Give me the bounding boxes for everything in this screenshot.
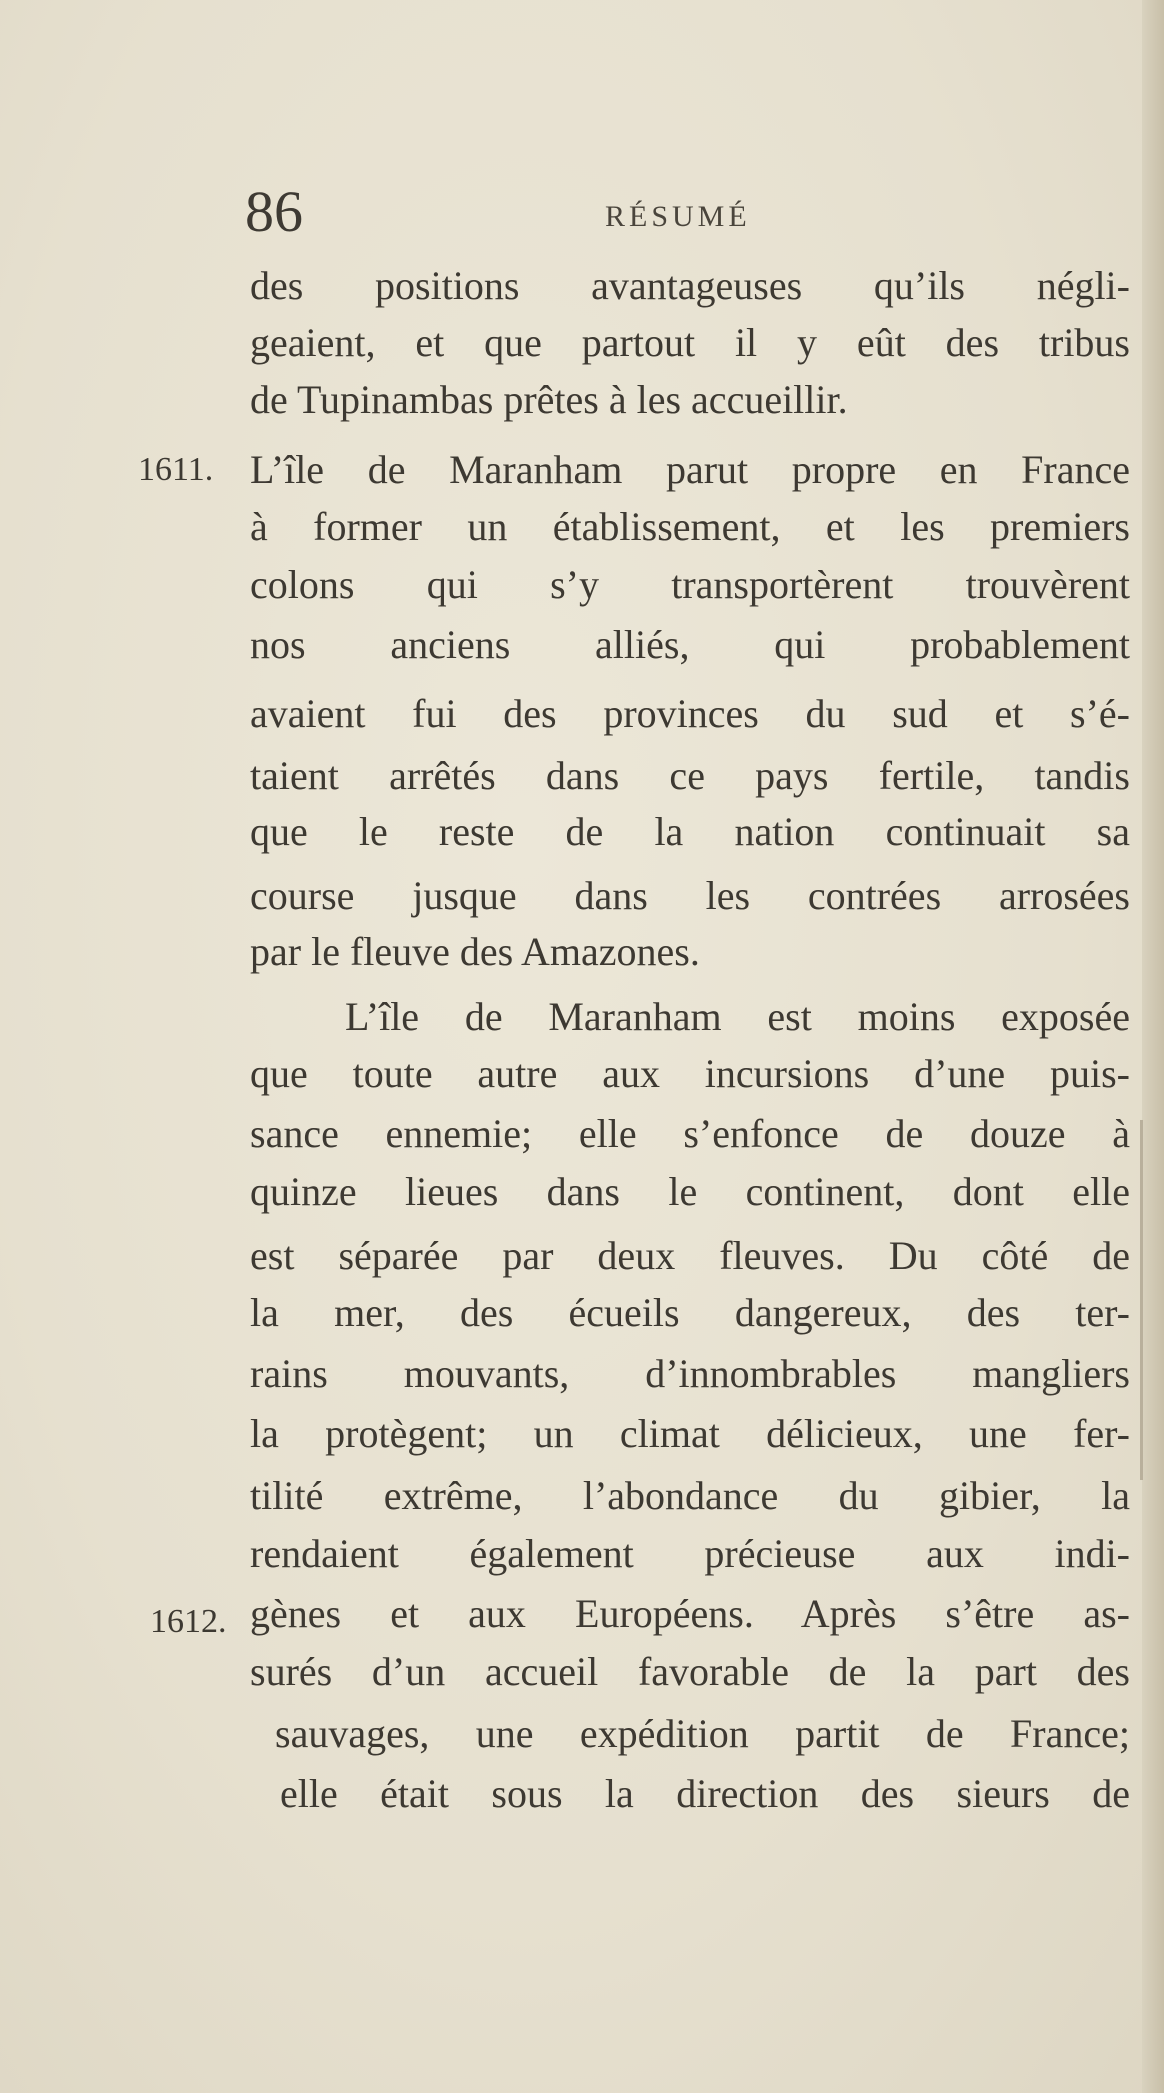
page-number: 86 xyxy=(245,179,303,244)
text-line: sance ennemie; elle s’enfonce de douze à xyxy=(250,1111,1130,1156)
text-line: rains mouvants, d’innombrables mangliers xyxy=(250,1351,1130,1396)
text-line: quinze lieues dans le continent, dont elle xyxy=(250,1169,1130,1214)
text-line: L’île de Maranham est moins exposée xyxy=(345,994,1130,1039)
text-line: de Tupinambas prêtes à les accueillir. xyxy=(250,377,848,422)
text-line: avaient fui des provinces du sud et s’é- xyxy=(250,691,1130,736)
margin-year-1611: 1611. xyxy=(138,451,214,488)
text-line: taient arrêtés dans ce pays fertile, tandis xyxy=(250,753,1130,798)
text-line: la protègent; un climat délicieux, une fer- xyxy=(250,1411,1130,1456)
text-line: tilité extrême, l’abondance du gibier, la xyxy=(250,1473,1130,1518)
text-line: est séparée par deux fleuves. Du côté de xyxy=(250,1233,1130,1278)
text-line: des positions avantageuses qu’ils négli- xyxy=(250,263,1130,308)
text-line: sauvages, une expédition partit de France; xyxy=(275,1711,1130,1756)
text-line: geaient, et que partout il y eût des tribus xyxy=(250,320,1130,365)
text-line: nos anciens alliés, qui probablement xyxy=(250,622,1130,667)
text-line: par le fleuve des Amazones. xyxy=(250,929,700,974)
text-line: que le reste de la nation continuait sa xyxy=(250,809,1130,854)
text-line: surés d’un accueil favorable de la part des xyxy=(250,1649,1130,1694)
text-line: à former un établissement, et les premiers xyxy=(250,504,1130,549)
running-head: RÉSUMÉ xyxy=(605,200,751,233)
text-line: la mer, des écueils dangereux, des ter- xyxy=(250,1290,1130,1335)
text-line: rendaient également précieuse aux indi- xyxy=(250,1531,1130,1576)
text-line: elle était sous la direction des sieurs de xyxy=(280,1771,1130,1816)
text-line: course jusque dans les contrées arrosées xyxy=(250,873,1130,918)
text-line: L’île de Maranham parut propre en France xyxy=(250,447,1130,492)
margin-year-1612: 1612. xyxy=(150,1603,227,1640)
text-line: colons qui s’y transportèrent trouvèrent xyxy=(250,562,1130,607)
text-line: que toute autre aux incursions d’une puis- xyxy=(250,1051,1130,1096)
text-line: gènes et aux Européens. Après s’être as- xyxy=(250,1591,1130,1636)
